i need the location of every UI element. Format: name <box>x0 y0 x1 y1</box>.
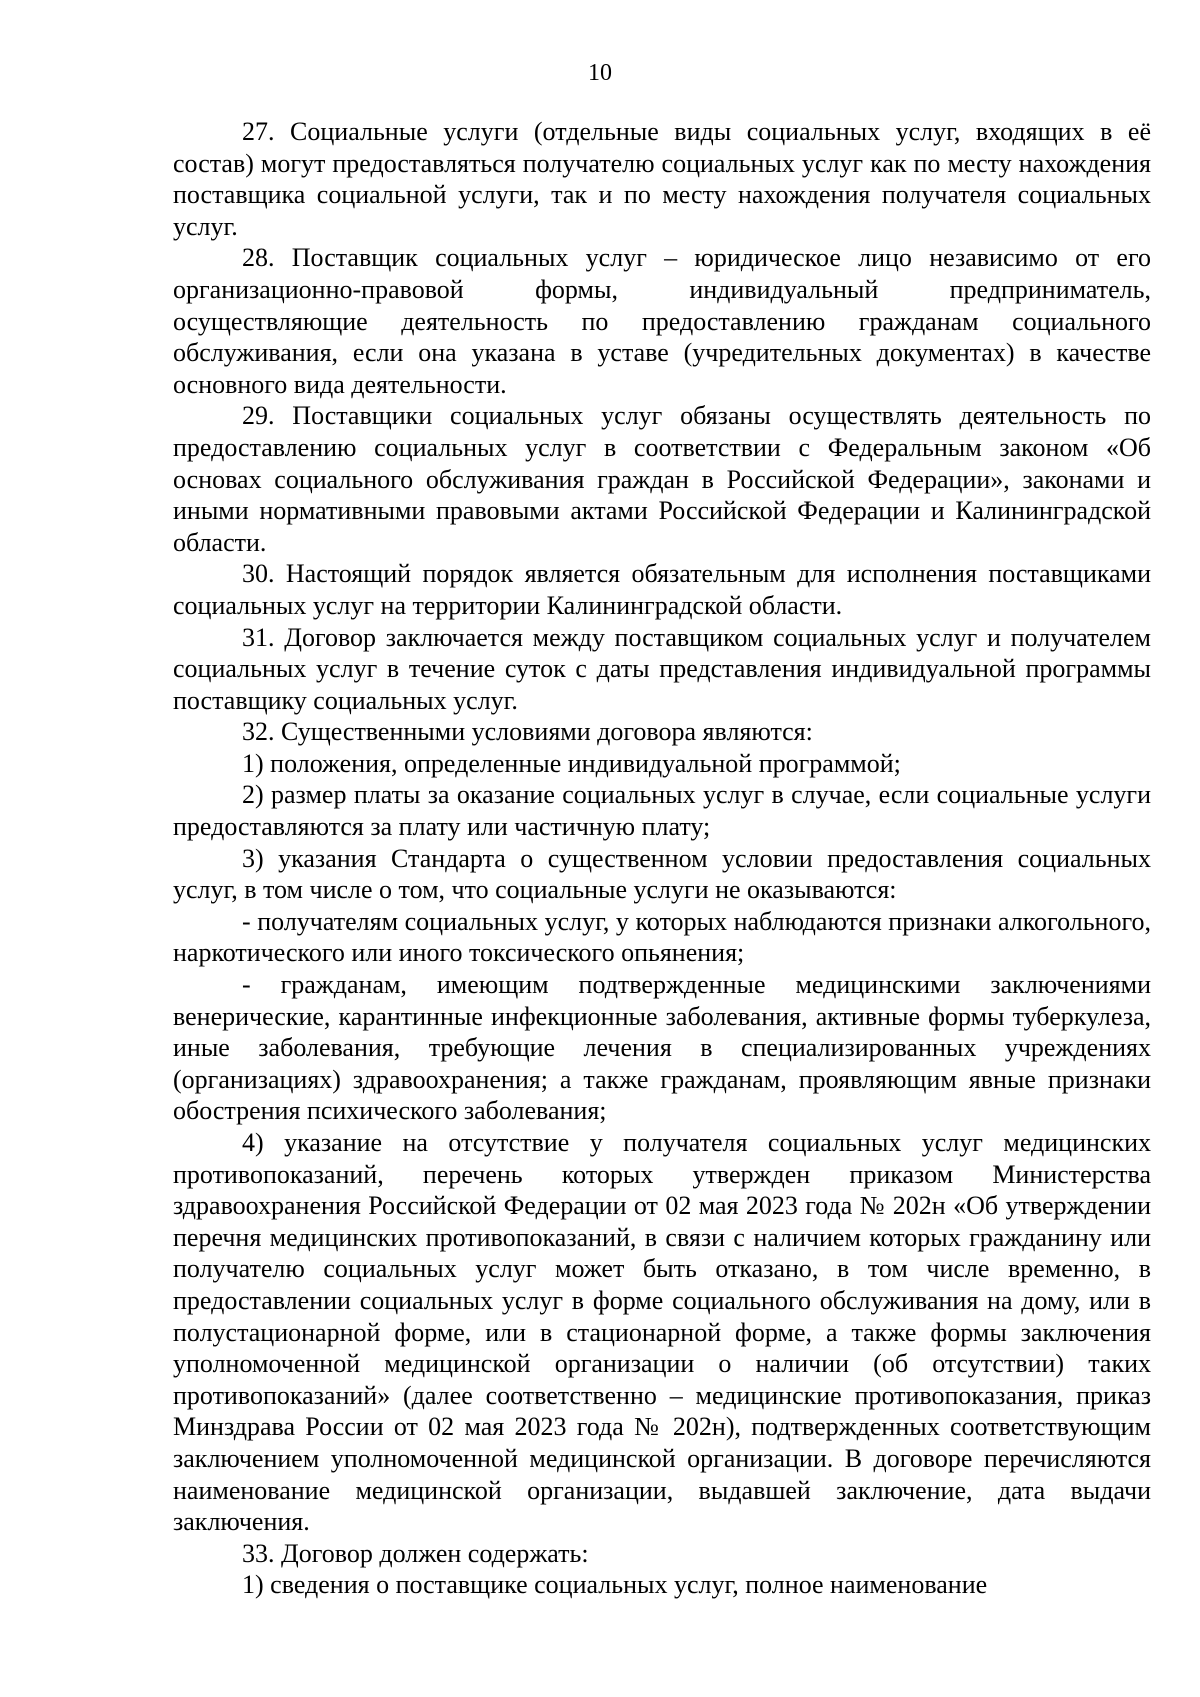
paragraph-32-item-3: 3) указания Стандарта о существенном условии предоставления социальных услуг, в том числе о том, что социальные услуги не оказываются: <box>173 843 1151 905</box>
paragraph-31: 31. Договор заключается между поставщиком социальных услуг и получателем социальных услуг в течение суток с даты представления индивидуальной программы поставщику социальных услуг. <box>173 622 1151 715</box>
paragraph-32-item-3-dash-2: - гражданам, имеющим подтвержденные медицинскими заключениями венерические, карантинные инфекционные заболевания, активные формы туберкулеза, иные заболевания, требующие лечения в специализированных учреждениях (организациях) здравоохранения; а также гражданам, проявляющим явные признаки обострения психического заболевания; <box>173 970 1151 1126</box>
paragraph-32-item-2: 2) размер платы за оказание социальных услуг в случае, если социальные услуги предоставляются за плату или частичную плату; <box>173 780 1151 842</box>
paragraph-32: 32. Существенными условиями договора являются: <box>242 717 813 747</box>
document-body <box>173 116 1151 1601</box>
page-number: 10 <box>588 60 612 86</box>
paragraph-27: 27. Социальные услуги (отдельные виды социальных услуг, входящих в её состав) могут предоставляться получателю социальных услуг как по месту нахождения поставщика социальной услуги, так и по месту нахождения получателя социальных услуг. <box>173 117 1151 241</box>
paragraph-32-item-4: 4) указание на отсутствие у получателя социальных услуг медицинских противопоказаний, перечень которых утвержден приказом Министерства здравоохранения Российской Федерации от 02 мая 2023 года № 202н «Об утверждении перечня медицинских противопоказаний, в связи с наличием которых гражданину или получателю социальных услуг может быть отказано, в том числе временно, в предоставлении социальных услуг в форме социального обслуживания на дому, или в полустационарной форме, или в стационарной форме, а также формы заключения уполномоченной медицинской организации о наличии (об отсутствии) таких противопоказаний» (далее соответственно – медицинские противопоказания, приказ Минздрава России от 02 мая 2023 года № 202н), подтвержденных соответствующим заключением уполномоченной медицинской организации. В договоре перечисляются наименование медицинской организации, выдавшей заключение, дата выдачи заключения. <box>173 1128 1151 1537</box>
paragraph-29: 29. Поставщики социальных услуг обязаны осуществлять деятельность по предоставлению социальных услуг в соответствии с Федеральным законом «Об основах социального обслуживания граждан в Российской Федерации», законами и иными нормативными правовыми актами Российской Федерации и Калининградской области. <box>173 401 1151 557</box>
paragraph-33-item-1: 1) сведения о поставщике социальных услуг, полное наименование <box>242 1570 988 1600</box>
paragraph-28: 28. Поставщик социальных услуг – юридическое лицо независимо от его организационно-правовой формы, индивидуальный предприниматель, осуществляющие деятельность по предоставлению гражданам социального обслуживания, если она указана в уставе (учредительных документах) в качестве основного вида деятельности. <box>173 243 1151 399</box>
paragraph-32-item-3-dash-1: - получателям социальных услуг, у которых наблюдаются признаки алкогольного, наркотического или иного токсического опьянения; <box>173 906 1151 968</box>
paragraph-32-item-1: 1) положения, определенные индивидуальной программой; <box>242 748 901 778</box>
paragraph-30: 30. Настоящий порядок является обязательным для исполнения поставщиками социальных услуг на территории Калининградской области. <box>173 559 1151 620</box>
paragraph-33: 33. Договор должен содержать: <box>242 1538 589 1568</box>
